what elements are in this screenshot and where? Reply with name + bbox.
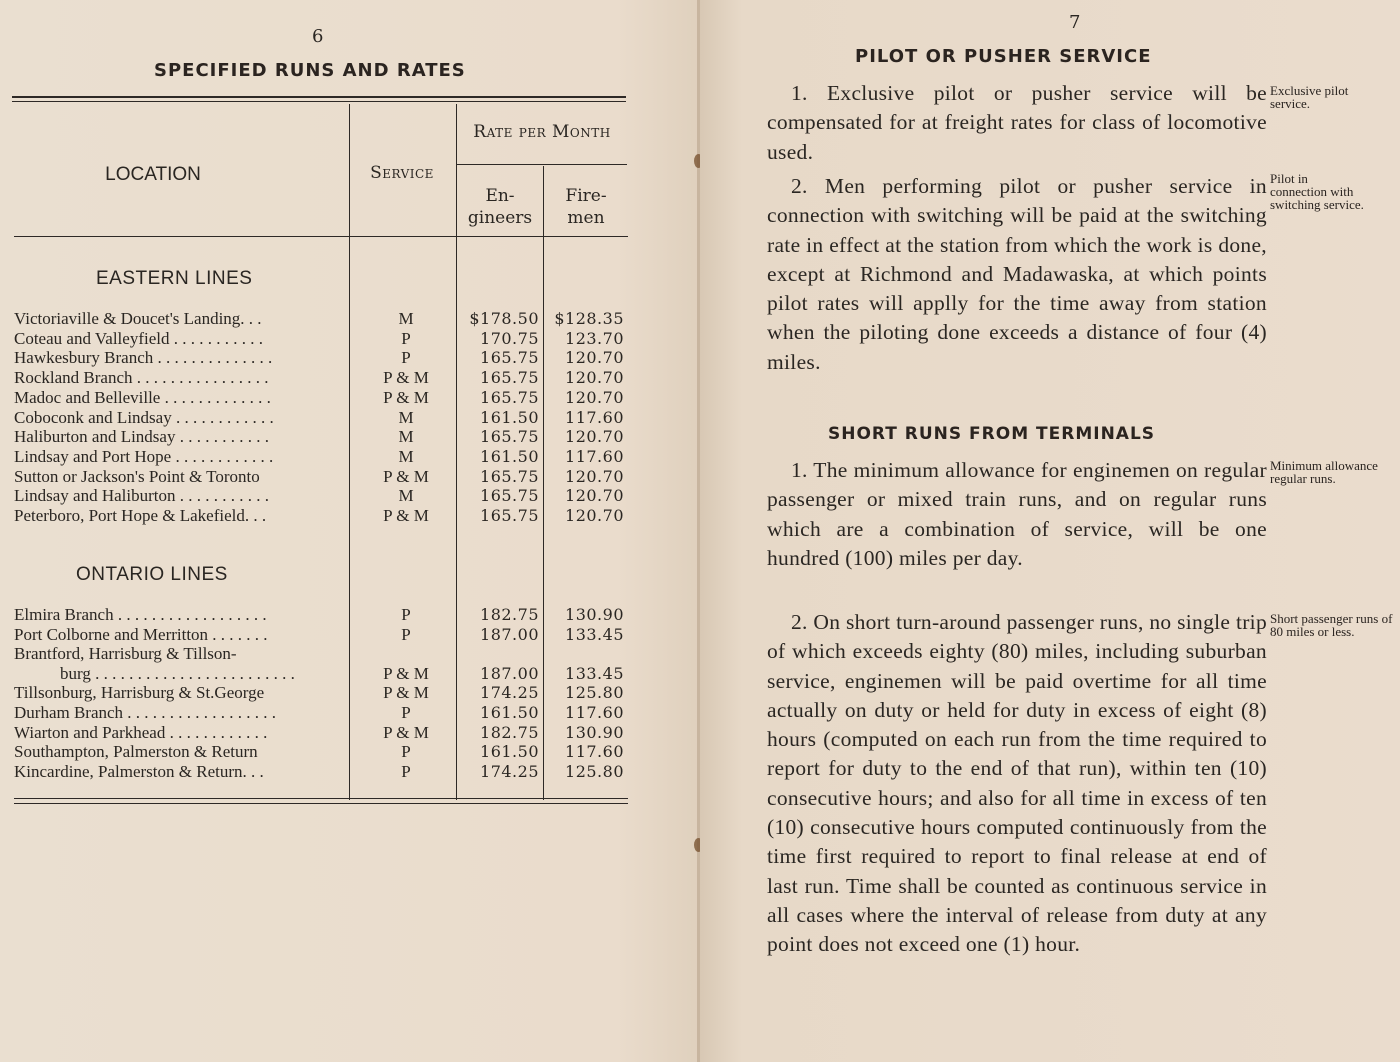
row-engineers-rate: 182.75 — [480, 722, 539, 742]
row-firemen-rate: 120.70 — [565, 486, 624, 506]
table-row — [14, 742, 634, 762]
row-firemen-rate: 120.70 — [565, 427, 624, 447]
row-location: Sutton or Jackson's Point & Toronto — [14, 466, 260, 486]
row-location: Peterboro, Port Hope & Lakefield. . . — [14, 506, 267, 525]
row-firemen-rate: 120.70 — [565, 368, 624, 388]
header-firemen-line-2: men — [567, 208, 605, 228]
section-heading-short-runs: SHORT RUNS FROM TERMINALS — [828, 424, 1156, 444]
row-engineers-rate: 161.50 — [480, 742, 539, 762]
row-engineers-rate: 174.25 — [480, 761, 539, 781]
page-number: 6 — [312, 26, 324, 47]
paragraph-text: 1. The minimum allowance for enginemen on regular passenger or mixed train runs, and on regular runs which are a combination of service, will be one hundred (100) miles per day. — [767, 458, 1267, 570]
table-row — [14, 427, 634, 447]
row-firemen-rate: 133.45 — [565, 624, 624, 644]
table-bottom-rule — [14, 798, 628, 799]
row-engineers-rate: $178.50 — [469, 309, 539, 328]
row-firemen-rate: 117.60 — [565, 446, 624, 466]
row-service: P & M — [383, 683, 429, 703]
row-service: P — [401, 624, 411, 644]
table-top-rule-2 — [12, 101, 626, 102]
row-engineers-rate: 165.75 — [480, 368, 539, 388]
table-row — [14, 368, 634, 388]
row-location: Durham Branch . . . . . . . . . . . . . . . . . . — [14, 703, 277, 722]
row-engineers-rate: 187.00 — [480, 663, 539, 683]
row-firemen-rate: 117.60 — [565, 703, 624, 722]
table-row — [14, 703, 634, 723]
row-firemen-rate: 120.70 — [565, 348, 624, 368]
row-firemen-rate: 120.70 — [565, 387, 624, 407]
table-row — [14, 348, 634, 368]
row-service: M — [398, 427, 414, 447]
row-service: M — [398, 446, 414, 466]
row-location: Port Colborne and Merritton . . . . . . . — [14, 624, 268, 644]
row-engineers-rate: 161.50 — [480, 703, 539, 722]
row-location: Elmira Branch . . . . . . . . . . . . . . . . . . — [14, 605, 267, 624]
table-row — [14, 762, 634, 782]
margin-note-minimum-allowance: Minimum allowance regular runs. — [1270, 458, 1378, 486]
row-engineers-rate: 182.75 — [480, 605, 539, 624]
row-firemen-rate: 117.60 — [565, 407, 624, 427]
table-row — [14, 625, 634, 645]
table-row — [14, 309, 634, 329]
row-firemen-rate: 117.60 — [565, 742, 624, 762]
paragraph-text: 1. Exclusive pilot or pusher service will be compensated for at freight rates for class of locomotive used. — [767, 81, 1267, 164]
paragraph-short-2 — [767, 608, 1267, 960]
table-bottom-rule-2 — [14, 803, 628, 804]
table-row — [14, 408, 634, 428]
header-service: Service — [370, 163, 434, 183]
row-engineers-rate: 170.75 — [480, 328, 539, 348]
row-engineers-rate: 165.75 — [480, 427, 539, 447]
row-location: Victoriaville & Doucet's Landing. . . — [14, 309, 262, 328]
row-service: P — [401, 605, 411, 624]
header-firemen — [545, 185, 627, 229]
row-firemen-rate: 130.90 — [565, 722, 624, 742]
row-location: Madoc and Belleville . . . . . . . . . . . . . — [14, 387, 271, 407]
paragraph-text: 2. On short turn-around passenger runs, no single trip of which exceeds eighty (80) miles, including suburban service, enginemen will be paid overtime for all time actually on duty or held for duty in excess of eight (8) hours (computed on each run from the time required to report for duty to the end of that run), within ten (10) consecutive hours; and also for all time in excess of ten (10) consecutive hours computed continuously from the time first required to report to final release at end of last run. Time shall be counted as continuous service in all cases where the interval of release from duty at any point does not exceed one (1) hour. — [767, 610, 1267, 957]
table-row — [14, 683, 634, 703]
table-top-rule — [12, 96, 626, 98]
row-location: Lindsay and Haliburton . . . . . . . . . . . — [14, 486, 269, 506]
row-service: M — [398, 486, 414, 506]
row-engineers-rate: 165.75 — [480, 387, 539, 407]
row-engineers-rate: 174.25 — [480, 683, 539, 703]
row-location: burg . . . . . . . . . . . . . . . . . . . . . . . . — [60, 663, 295, 683]
row-location: Kincardine, Palmerston & Return. . . — [14, 761, 264, 781]
row-engineers-rate: 165.75 — [480, 466, 539, 486]
row-service: P — [401, 703, 411, 722]
row-service: P — [401, 742, 411, 762]
header-engineers-line-2: gineers — [467, 208, 533, 228]
row-service: P — [401, 761, 411, 781]
margin-note-short-passenger: Short passenger runs of 80 miles or less. — [1270, 611, 1393, 639]
table-row — [14, 506, 634, 526]
header-firemen-line-1: Fire- — [565, 186, 607, 206]
page-title: SPECIFIED RUNS AND RATES — [154, 60, 466, 81]
row-firemen-rate: 125.80 — [565, 761, 624, 781]
row-location: Haliburton and Lindsay . . . . . . . . . . . — [14, 427, 269, 447]
table-row — [14, 388, 634, 408]
section-eastern-lines: EASTERN LINES — [96, 268, 253, 289]
row-location: Lindsay and Port Hope . . . . . . . . . . . . — [14, 446, 274, 466]
row-service: P — [401, 328, 411, 348]
row-firemen-rate: 120.70 — [565, 466, 624, 486]
row-engineers-rate: 165.75 — [480, 506, 539, 525]
row-engineers-rate: 161.50 — [480, 407, 539, 427]
row-location: Rockland Branch . . . . . . . . . . . . . . . . — [14, 368, 269, 388]
paragraph-text: 2. Men performing pilot or pusher service in connection with switching will be paid at the switching rate in effect at the station from which the work is done, except at Richmond and Madawaska, at which points pilot rates will applly for the time away from station when the piloting done exceeds a distance of four (4) miles. — [767, 174, 1267, 374]
margin-note-exclusive-pilot: Exclusive pilot service. — [1270, 83, 1349, 111]
section-ontario-lines: ONTARIO LINES — [76, 564, 228, 585]
row-location: Coboconk and Lindsay . . . . . . . . . . . . — [14, 407, 274, 427]
row-service: P & M — [383, 368, 429, 388]
page-number: 7 — [1069, 12, 1081, 33]
row-firemen-rate: 130.90 — [565, 605, 624, 624]
table-row — [14, 723, 634, 743]
row-location: Coteau and Valleyfield . . . . . . . . . . . — [14, 328, 263, 348]
row-service: M — [398, 407, 414, 427]
row-engineers-rate: 161.50 — [480, 446, 539, 466]
row-location: Brantford, Harrisburg & Tillson- — [14, 644, 237, 664]
header-engineers — [458, 185, 542, 229]
margin-note-pilot-switching: Pilot in connection with switching service. — [1270, 171, 1364, 212]
table-row — [14, 605, 634, 625]
paragraph-short-1 — [767, 456, 1267, 573]
row-service: P & M — [383, 506, 429, 525]
header-rate-per-month: Rate per Month — [473, 122, 611, 142]
row-service: P & M — [383, 663, 429, 683]
section-heading-pilot: PILOT OR PUSHER SERVICE — [855, 46, 1152, 67]
row-service: P & M — [383, 466, 429, 486]
row-service: P & M — [383, 387, 429, 407]
row-location: Southampton, Palmerston & Return — [14, 742, 258, 762]
header-location: LOCATION — [105, 164, 201, 185]
header-engineers-line-1: En- — [485, 186, 515, 206]
row-firemen-rate: 125.80 — [565, 683, 624, 703]
paragraph-pilot-2 — [767, 172, 1267, 377]
row-firemen-rate: 123.70 — [565, 328, 624, 348]
row-location: Tillsonburg, Harrisburg & St.George — [14, 683, 265, 703]
row-engineers-rate: 165.75 — [480, 486, 539, 506]
table-row — [14, 447, 634, 467]
row-service: P & M — [383, 722, 429, 742]
table-row — [14, 467, 634, 487]
rate-subheader-rule — [457, 164, 627, 165]
row-firemen-rate: 133.45 — [565, 663, 624, 683]
table-row — [14, 644, 634, 664]
row-firemen-rate: $128.35 — [554, 309, 624, 328]
table-row — [14, 486, 634, 506]
paragraph-pilot-1 — [767, 79, 1267, 167]
row-location: Hawkesbury Branch . . . . . . . . . . . . . . — [14, 348, 273, 368]
row-service: P — [401, 348, 411, 368]
header-bottom-rule — [14, 236, 628, 237]
table-row — [14, 329, 634, 349]
row-engineers-rate: 187.00 — [480, 624, 539, 644]
table-row — [60, 664, 634, 684]
row-engineers-rate: 165.75 — [480, 348, 539, 368]
row-location: Wiarton and Parkhead . . . . . . . . . . . . — [14, 722, 268, 742]
row-firemen-rate: 120.70 — [565, 506, 624, 525]
row-service: M — [398, 309, 414, 328]
